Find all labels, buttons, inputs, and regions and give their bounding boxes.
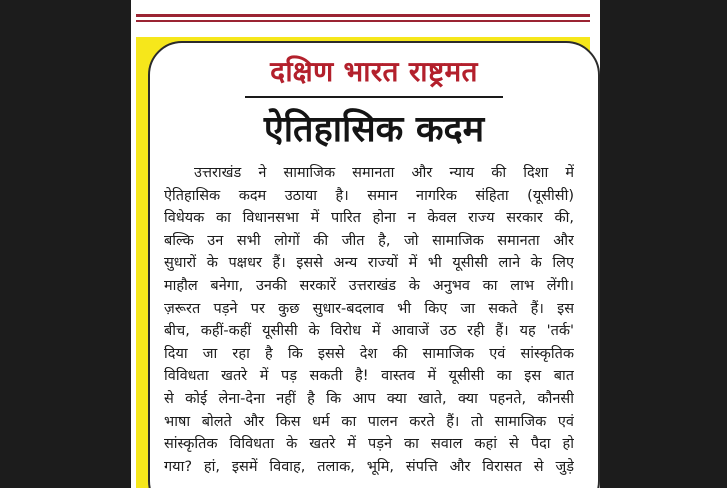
article-line: सांस्कृतिक विविधता के खतरे में पड़ने का सवाल कहां से पैदा हो — [164, 436, 574, 453]
article-line: दिया जा रहा है कि इससे देश की सामाजिक एवं सांस्कृतिक — [164, 345, 574, 362]
article-line: विविधता खतरे में पड़ सकती है! वास्तव में यूसीसी का इस बात — [164, 368, 574, 385]
editorial-box — [148, 41, 600, 488]
article-line: सुधारों के पक्षधर हैं। इससे अन्य राज्यों में भी यूसीसी लाने के लिए — [164, 255, 574, 272]
top-rule-thin — [136, 20, 590, 22]
article-line: गया? हां, इसमें विवाह, तलाक, भूमि, संपत्ति और विरासत से जुड़े — [164, 458, 574, 475]
top-rule-thick — [136, 14, 590, 17]
article-line: माहौल बनेगा, उनकी सरकारें उत्तराखंड के अनुभव का लाभ लेंगी। — [164, 277, 574, 294]
masthead-underline — [245, 96, 503, 98]
article-line: ऐतिहासिक कदम उठाया है। समान नागरिक संहिता (यूसीसी) — [164, 187, 574, 204]
headline: ऐतिहासिक कदम — [263, 109, 485, 150]
article-line: बल्कि उन सभी लोगों की जीत है, जो सामाजिक समानता और — [164, 232, 574, 249]
article-line: भाषा बोलते और किस धर्म का पालन करते हैं। तो सामाजिक एवं — [164, 413, 574, 430]
article-line: बीच, कहीं-कहीं यूसीसी के विरोध में आवाजें उठ रही हैं। यह 'तर्क' — [164, 323, 574, 340]
article-line: विधेयक का विधानसभा में पारित होना न केवल राज्य सरकार की, — [164, 210, 574, 227]
article-line: से कोई लेना-देना नहीं है कि आप क्या खाते, क्या पहनते, कौनसी — [164, 390, 574, 407]
article-line: उत्तराखंड ने सामाजिक समानता और न्याय की दिशा में — [194, 165, 574, 181]
newspaper-page — [131, 0, 600, 488]
article-body — [164, 162, 574, 478]
article-line: ज़रूरत पड़ने पर कुछ सुधार-बदलाव भी किए जा सकते हैं। इस — [164, 300, 574, 317]
masthead-title: दक्षिण भारत राष्ट्रमत — [270, 55, 478, 88]
